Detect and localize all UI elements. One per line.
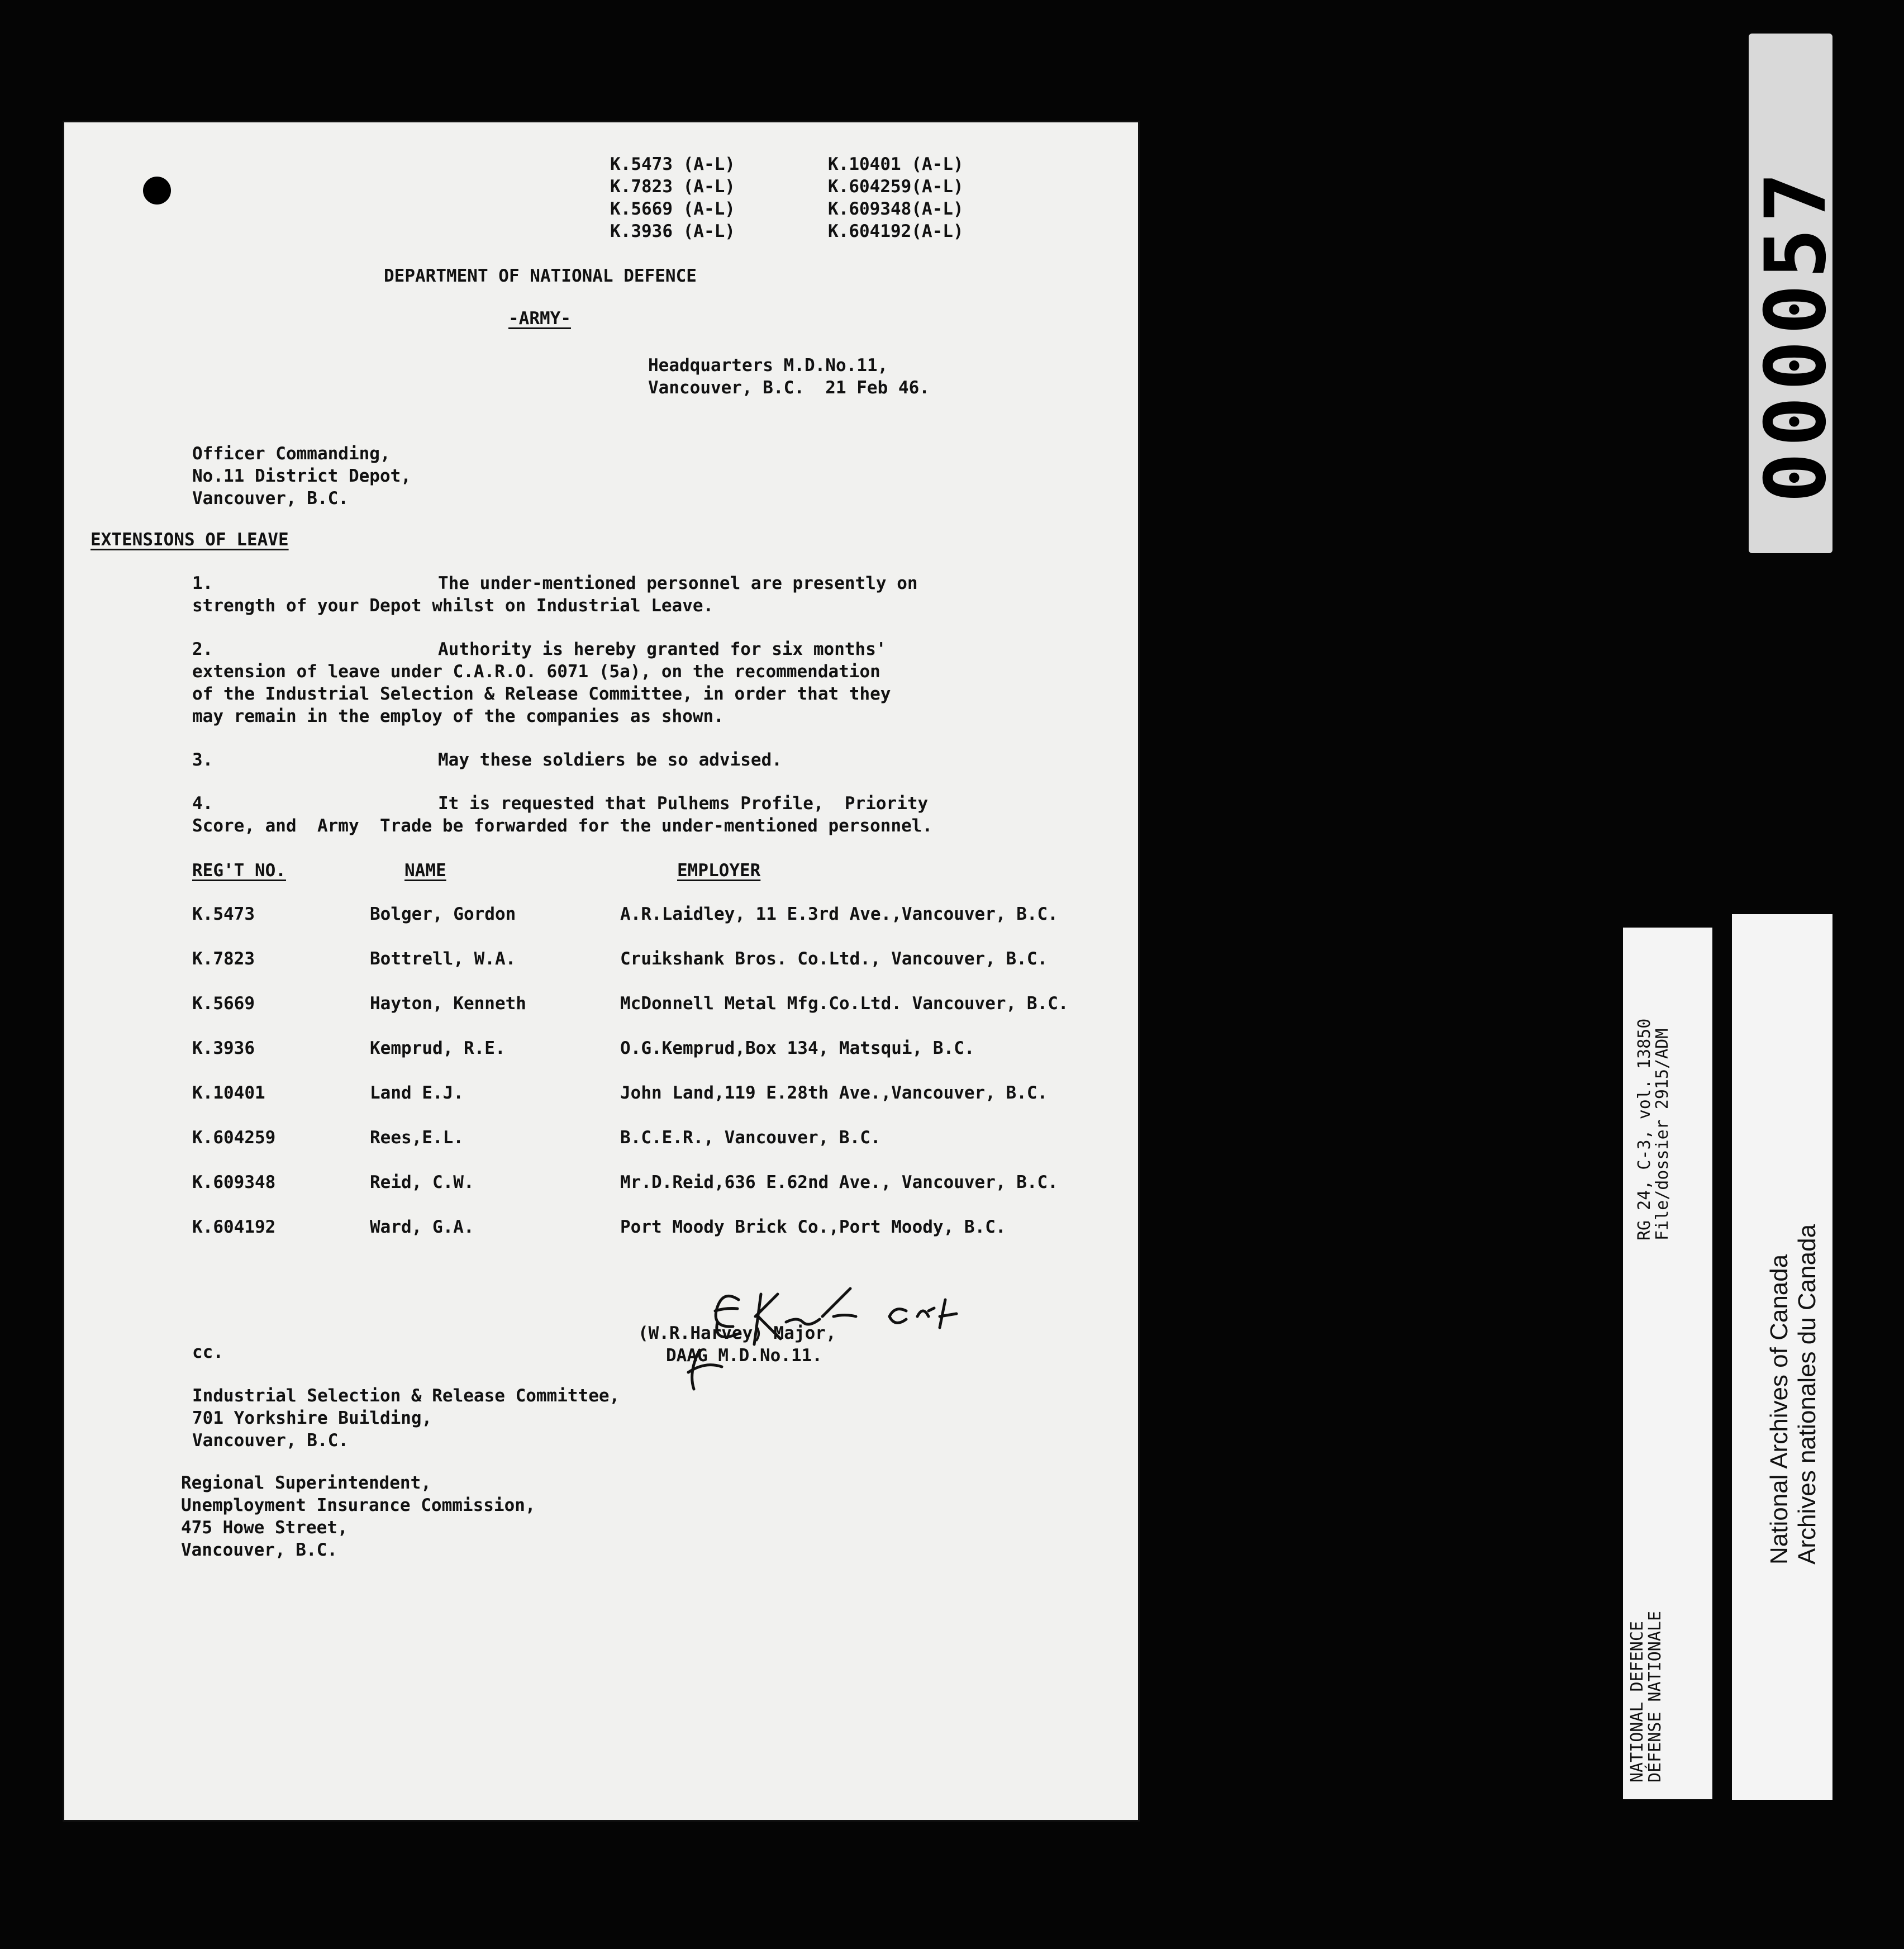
name-cell: Ward, G.A. <box>370 1217 474 1237</box>
cc-2-line-4: Vancouver, B.C. <box>181 1540 337 1560</box>
table-row <box>63 992 1124 1015</box>
para-4-line-1: It is requested that Pulhems Profile, Priority <box>438 793 929 814</box>
table-row <box>63 1037 1124 1059</box>
punch-hole <box>143 177 171 205</box>
hq-line-2-date: Vancouver, B.C. 21 Feb 46. <box>648 378 930 398</box>
employer-cell: O.G.Kemprud,Box 134, Matsqui, B.C. <box>620 1038 975 1058</box>
signatory-title: DAAG M.D.No.11. <box>666 1346 822 1366</box>
table-row <box>63 903 1124 925</box>
regt-no-cell: K.7823 <box>192 949 255 969</box>
regt-no-cell: K.609348 <box>192 1172 276 1192</box>
file-ref-right-4: K.604192(A-L) <box>828 221 964 241</box>
table-row <box>63 1171 1124 1194</box>
regt-no-cell: K.5473 <box>192 904 255 924</box>
file-ref-left-3: K.5669 (A-L) <box>610 199 735 219</box>
regt-no-cell: K.10401 <box>192 1083 265 1103</box>
column-header-employer: EMPLOYER <box>677 861 761 881</box>
cc-label: cc. <box>192 1342 223 1362</box>
para-4-line-2: Score, and Army Trade be forwarded for the under-mentioned personnel. <box>192 816 933 836</box>
column-header-regt-no: REG'T NO. <box>192 861 286 881</box>
archives-name-fr: Archives nationales du Canada <box>1793 1224 1821 1565</box>
name-cell: Reid, C.W. <box>370 1172 474 1192</box>
table-row <box>63 1126 1124 1149</box>
cc-1-line-3: Vancouver, B.C. <box>192 1430 349 1451</box>
cc-2-line-1: Regional Superintendent, <box>181 1473 431 1493</box>
employer-cell: B.C.E.R., Vancouver, B.C. <box>620 1128 881 1148</box>
name-cell: Land E.J. <box>370 1083 464 1103</box>
department-en: NATIONAL DEFENCE <box>1627 1621 1647 1782</box>
cc-2-line-3: 475 Howe Street, <box>181 1518 348 1538</box>
column-header-name: NAME <box>404 861 446 881</box>
document-page <box>63 121 1140 1822</box>
file-ref-right-3: K.609348(A-L) <box>828 199 964 219</box>
para-2-line-2: extension of leave under C.A.R.O. 6071 (5a), on the recommendation <box>192 662 880 682</box>
regt-no-cell: K.5669 <box>192 993 255 1014</box>
hq-line-1: Headquarters M.D.No.11, <box>648 355 888 375</box>
name-cell: Bottrell, W.A. <box>370 949 516 969</box>
department-heading: DEPARTMENT OF NATIONAL DEFENCE <box>384 266 697 286</box>
file-ref-left-1: K.5473 (A-L) <box>610 154 735 174</box>
name-cell: Kemprud, R.E. <box>370 1038 506 1058</box>
para-2-number: 2. <box>192 639 213 659</box>
employer-cell: Cruikshank Bros. Co.Ltd., Vancouver, B.C. <box>620 949 1048 969</box>
employer-cell: McDonnell Metal Mfg.Co.Ltd. Vancouver, B.C. <box>620 993 1069 1014</box>
subject-heading: EXTENSIONS OF LEAVE <box>91 530 289 550</box>
para-1-line-2: strength of your Depot whilst on Industrial Leave. <box>192 596 714 616</box>
para-3-number: 3. <box>192 750 213 770</box>
addressee-line-3: Vancouver, B.C. <box>192 488 349 508</box>
regt-no-cell: K.604192 <box>192 1217 276 1237</box>
file-ref-right-2: K.604259(A-L) <box>828 177 964 197</box>
branch-heading: -ARMY- <box>508 308 571 329</box>
para-1-line-1: The under-mentioned personnel are presently on <box>438 573 918 593</box>
addressee-line-2: No.11 District Depot, <box>192 466 411 486</box>
para-1-number: 1. <box>192 573 213 593</box>
regt-no-cell: K.3936 <box>192 1038 255 1058</box>
file-ref-left-4: K.3936 (A-L) <box>610 221 735 241</box>
file-ref-right-1: K.10401 (A-L) <box>828 154 964 174</box>
cc-1-line-1: Industrial Selection & Release Committee, <box>192 1386 620 1406</box>
name-cell: Rees,E.L. <box>370 1128 464 1148</box>
name-cell: Hayton, Kenneth <box>370 993 526 1014</box>
addressee-line-1: Officer Commanding, <box>192 444 391 464</box>
employer-cell: A.R.Laidley, 11 E.3rd Ave.,Vancouver, B.C. <box>620 904 1058 924</box>
archives-name-en: National Archives of Canada <box>1765 1254 1793 1565</box>
para-2-line-3: of the Industrial Selection & Release Committee, in order that they <box>192 684 891 704</box>
table-row <box>63 1082 1124 1104</box>
table-row <box>63 1216 1124 1238</box>
cc-2-line-2: Unemployment Insurance Commission, <box>181 1495 536 1515</box>
signatory-name: (W.R.Harvey) Major, <box>638 1323 836 1343</box>
regt-no-cell: K.604259 <box>192 1128 276 1148</box>
file-ref-left-2: K.7823 (A-L) <box>610 177 735 197</box>
table-row <box>63 948 1124 970</box>
para-3-line-1: May these soldiers be so advised. <box>438 750 782 770</box>
employer-cell: Mr.D.Reid,636 E.62nd Ave., Vancouver, B.C. <box>620 1172 1058 1192</box>
para-2-line-1: Authority is hereby granted for six months' <box>438 639 887 659</box>
frame-number: 000057 <box>1748 167 1845 503</box>
cc-1-line-2: 701 Yorkshire Building, <box>192 1408 432 1428</box>
department-fr: DÉFENSE NATIONALE <box>1645 1610 1665 1782</box>
name-cell: Bolger, Gordon <box>370 904 516 924</box>
archive-reference-line-2: File/dossier 2915/ADM <box>1653 1028 1672 1240</box>
employer-cell: John Land,119 E.28th Ave.,Vancouver, B.C. <box>620 1083 1048 1103</box>
archive-reference-line-1: RG 24, C-3, vol. 13850 <box>1635 1018 1654 1240</box>
para-4-number: 4. <box>192 793 213 814</box>
para-2-line-4: may remain in the employ of the companies as shown. <box>192 706 724 726</box>
employer-cell: Port Moody Brick Co.,Port Moody, B.C. <box>620 1217 1006 1237</box>
